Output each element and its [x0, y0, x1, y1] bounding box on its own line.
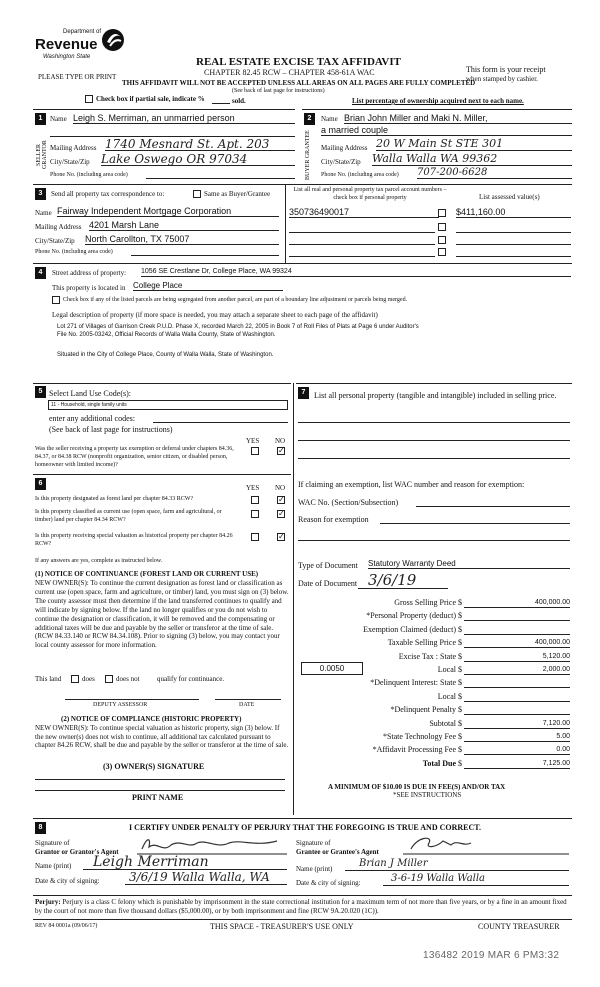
- divider: [33, 895, 572, 896]
- historic-yes-checkbox[interactable]: [251, 533, 259, 541]
- section-8-certification: [33, 818, 572, 896]
- corr-city-field[interactable]: North Carollton, TX 75007: [85, 234, 279, 245]
- personal-property-checkbox-2[interactable]: [438, 223, 446, 231]
- calc-row-value[interactable]: [464, 693, 570, 702]
- calc-row-label: *Delinquent Penalty: [390, 705, 456, 715]
- seller-name-label: Name: [50, 115, 67, 123]
- dollar-sign: $: [458, 732, 462, 741]
- see-instructions-note: *SEE INSTRUCTIONS: [393, 791, 462, 799]
- yes-header: YES: [246, 437, 260, 445]
- deputy-assessor-label: DEPUTY ASSESSOR: [93, 702, 148, 708]
- calc-row-label: Excise Tax : State: [398, 651, 456, 661]
- personal-property-checkbox-4[interactable]: [438, 248, 446, 256]
- grantor-sig-label-2: Grantor or Grantor's Agent: [35, 848, 119, 856]
- section-1-seller: [33, 109, 295, 183]
- calc-row-value[interactable]: [464, 679, 570, 688]
- local-rate-field[interactable]: 0.0050: [301, 662, 363, 675]
- section-4-property: [33, 263, 572, 373]
- calc-row-label: *State Technology Fee: [382, 732, 456, 741]
- personal-property-checkbox-1[interactable]: [438, 209, 446, 217]
- legal-description-3: Situated in the City of College Place, County of Walla Walla, State of Washington.: [57, 352, 274, 358]
- grantee-sig-label-1: Signature of: [296, 839, 331, 847]
- calc-row-label: Total Due: [422, 758, 456, 768]
- print-name-line[interactable]: [35, 790, 285, 791]
- land-use-see-back: (See back of last page for instructions): [49, 425, 173, 434]
- divider: [285, 185, 286, 263]
- located-field[interactable]: College Place: [133, 281, 283, 291]
- reason-field-2[interactable]: [298, 540, 570, 541]
- exemption-no-checkbox[interactable]: ✓: [278, 446, 285, 455]
- additional-codes-field[interactable]: [153, 422, 288, 423]
- same-as-buyer-checkbox[interactable]: [193, 190, 201, 198]
- exemption-yes-checkbox[interactable]: [251, 447, 259, 455]
- parcel-field-3[interactable]: [289, 244, 435, 245]
- seller-phone-label: Phone No. (including area code): [50, 172, 128, 178]
- assessed-field-4[interactable]: [456, 256, 571, 257]
- reason-field[interactable]: [380, 523, 570, 524]
- see-back-note: (See back of last page for instructions): [232, 88, 325, 94]
- county-treasurer: COUNTY TREASURER: [478, 922, 560, 931]
- historic-question: Is this property receiving special valuation as historical property per chapter 84.26 RCW?: [35, 533, 233, 547]
- treasurer-use-only: THIS SPACE - TREASURER'S USE ONLY: [210, 922, 354, 931]
- revenue-logo: [35, 28, 135, 68]
- land-use-label: Select Land Use Code(s):: [49, 389, 131, 398]
- this-land-label: This land: [35, 675, 62, 683]
- corr-phone-label: Phone No. (including area code): [35, 249, 113, 255]
- doc-date-field[interactable]: 3/6/19: [358, 572, 448, 589]
- corr-city-label: City/State/Zip: [35, 237, 75, 245]
- grantor-name-label: Name (print): [35, 862, 72, 870]
- forest-yes-checkbox[interactable]: [251, 496, 259, 504]
- grantee-signature[interactable]: [403, 833, 569, 855]
- section-number: 6: [35, 478, 46, 490]
- form-warning: THIS AFFIDAVIT WILL NOT BE ACCEPTED UNLESS ALL AREAS ON ALL PAGES ARE FULLY COMPLETED: [122, 79, 476, 87]
- section-3-tax-correspondence: [33, 184, 572, 262]
- calc-row-value[interactable]: 7,125.00: [464, 760, 570, 769]
- exemption-question: Was the seller receiving a property tax exemption or deferral under chapters 84.36, 84.37, or 84.38 RCW (nonprofit organization, senior citizen, or disabled person, homeowner with limited income)?: [35, 446, 234, 468]
- buyer-side-label: BUYER GRANTEE: [305, 130, 311, 180]
- calc-row-value[interactable]: 5.00: [464, 733, 570, 742]
- buyer-name-field-2[interactable]: a married couple: [321, 125, 572, 136]
- dollar-sign: $: [458, 611, 462, 621]
- corr-mailing-field[interactable]: 4201 Marsh Lane: [89, 220, 279, 231]
- form-revision: REV 84 0001a (09/06/17): [35, 923, 98, 929]
- owner-signature-label: (3) OWNER(S) SIGNATURE: [103, 762, 205, 771]
- dollar-sign: $: [458, 624, 462, 634]
- section-number: 8: [35, 822, 46, 834]
- divider: [33, 919, 572, 920]
- assessed-field-3[interactable]: [456, 244, 571, 245]
- print-name-label: PRINT NAME: [132, 793, 184, 802]
- section-7-personal-property: [296, 383, 572, 588]
- dollar-sign: $: [458, 758, 462, 768]
- section-5-land-use: [33, 384, 291, 474]
- qualify-label: qualify for continuance.: [157, 675, 225, 683]
- section-number: 7: [298, 387, 309, 399]
- buyer-phone-field[interactable]: 707-200-6628: [417, 167, 572, 179]
- additional-codes-label: enter any additional codes:: [49, 414, 135, 423]
- seller-city-field[interactable]: Lake Oswego OR 97034: [101, 152, 295, 166]
- corr-phone-field[interactable]: [131, 255, 279, 256]
- calc-row-label: Subtotal: [429, 718, 456, 728]
- type-or-print: PLEASE TYPE OR PRINT: [38, 73, 117, 81]
- buyer-name-field[interactable]: Brian John Miller and Maki N. Miller,: [344, 113, 572, 124]
- grantor-name-field[interactable]: Leigh Merriman: [83, 855, 287, 870]
- does-label: does: [82, 675, 95, 683]
- exemption-claim-label: If claiming an exemption, list WAC number and reason for exemption:: [298, 480, 525, 489]
- calc-row-label: *Delinquent Interest: State: [370, 678, 456, 688]
- calc-row-label: Local: [437, 691, 456, 701]
- send-correspondence-label: Send all property tax correspondence to:: [51, 190, 165, 198]
- legal-description-1: Lot 271 of Villages of Garrison Creek P.U.D. Phase X, recorded March 22, 2005 in Book 7 of Roll Files of Plats at Page 6 under Auditor's: [57, 324, 419, 330]
- partial-sale-label: Check box if partial sale, indicate %: [96, 95, 205, 103]
- buyer-city-label: City/State/Zip: [321, 158, 361, 166]
- seller-mailing-label: Mailing Address: [50, 144, 97, 152]
- grantor-date-label: Date & city of signing:: [35, 877, 100, 885]
- sold-label: sold.: [232, 97, 246, 105]
- calc-row-label: Taxable Selling Price: [387, 638, 456, 648]
- yes-header: YES: [246, 484, 260, 492]
- calc-row-value[interactable]: 400,000.00: [464, 599, 570, 608]
- current-use-no-checkbox[interactable]: ✓: [278, 509, 285, 518]
- calc-row-label: Exemption Claimed (deduct): [363, 624, 456, 634]
- no-header: NO: [275, 484, 286, 492]
- receipt-note-1: This form is your receipt: [466, 65, 546, 74]
- dollar-sign: $: [458, 678, 462, 688]
- certify-statement: I CERTIFY UNDER PENALTY OF PERJURY THAT THE FOREGOING IS TRUE AND CORRECT.: [129, 823, 482, 832]
- section-2-buyer: [302, 109, 572, 183]
- dollar-sign: $: [458, 598, 462, 607]
- notice-continuance-text: NEW OWNER(S): To continue the current designation as forest land or classification as current use (open space, farm and agriculture, or timber) land, you must sign on (3) below. The county assessor must then determine if the land transferred continues to qualify and will indicate by signing below. If the land no longer qualifies or you do not wish to continue the designation or classification, it will be removed and the compensating or additional taxes will be due and payable by the seller or transferor at the time of sale. (RCW 84.33.140 or RCW 84.34.108). Prior to signing (3) below, you may contact your local county assessor for more information.: [35, 579, 289, 650]
- section-number: 1: [35, 113, 46, 125]
- receipt-note-2: when stamped by cashier.: [466, 75, 538, 83]
- street-field[interactable]: 1056 SE Crestlane Dr, College Place, WA 99324: [141, 267, 571, 277]
- wac-field[interactable]: [416, 506, 570, 507]
- dollar-sign: $: [458, 638, 462, 648]
- legal-description-2: File No. 2005-03242, Official Records of Walla Walla County, State of Washington.: [57, 332, 276, 338]
- calc-row-value[interactable]: 0.00: [464, 746, 570, 755]
- assessed-field-1[interactable]: $411,160.00: [456, 207, 571, 218]
- doc-date-label: Date of Document: [298, 579, 358, 588]
- assessor-date-line[interactable]: [215, 699, 281, 700]
- grantor-sig-label-1: Signature of: [35, 839, 70, 847]
- if-yes-note: If any answers are yes, complete as instructed below.: [35, 558, 163, 564]
- revenue-swoosh-icon: [101, 28, 125, 52]
- forest-no-checkbox[interactable]: ✓: [278, 495, 285, 504]
- seller-phone-field[interactable]: [146, 170, 295, 179]
- tax-calculation: [296, 594, 572, 814]
- doc-type-field[interactable]: Statutory Warranty Deed: [368, 559, 570, 569]
- perjury-text: Perjury is a class C felony which is punishable by imprisonment in the state correctional institution for a maximum term of not more than five years, or by a fine in an amount fixed by the court of not more than five thousand dollars ($5,000.00), or by both imprisonment and fine (RCW 9A.20.020 (1C)).: [35, 898, 567, 915]
- located-label: This property is located in: [52, 284, 126, 292]
- personal-property-checkbox-3[interactable]: [438, 236, 446, 244]
- personal-property-label: List all personal property (tangible and intangible) included in selling price.: [314, 391, 557, 400]
- parcel-field-4[interactable]: [289, 256, 435, 257]
- assessed-field-2[interactable]: [456, 232, 571, 233]
- logo-line-2: Revenue: [35, 36, 98, 53]
- seller-side-label: SELLER GRANTOR: [36, 140, 48, 170]
- reason-label: Reason for exemption: [298, 515, 369, 524]
- buyer-phone-label: Phone No. (including area code): [321, 172, 399, 178]
- same-as-buyer-label: Same as Buyer/Grantee: [204, 190, 271, 198]
- street-label: Street address of property:: [52, 269, 127, 277]
- parcel-field-1[interactable]: 350736490017: [289, 207, 439, 218]
- ownership-note: List percentage of ownership acquired next to each name.: [352, 97, 524, 105]
- does-checkbox[interactable]: [71, 675, 79, 683]
- section-number: 5: [35, 386, 46, 398]
- buyer-mailing-label: Mailing Address: [321, 144, 368, 152]
- deputy-assessor-line[interactable]: [65, 699, 199, 700]
- grantor-signature[interactable]: [137, 835, 287, 855]
- calc-row-label: Gross Selling Price: [394, 598, 456, 607]
- buyer-city-field[interactable]: Walla Walla WA 99362: [372, 152, 572, 166]
- calc-row-value[interactable]: 2,000.00: [464, 666, 570, 675]
- column-divider: [293, 383, 294, 815]
- grantee-date-field[interactable]: 3-6-19 Walla Walla: [383, 872, 569, 886]
- minimum-fee-note: A MINIMUM OF $10.00 IS DUE IN FEE(S) AND/OR TAX: [328, 783, 506, 791]
- section-number: 4: [35, 267, 46, 279]
- corr-mailing-label: Mailing Address: [35, 223, 82, 231]
- form-title: REAL ESTATE EXCISE TAX AFFIDAVIT: [196, 56, 401, 68]
- grantee-name-field[interactable]: Brian J Miller: [345, 857, 569, 871]
- segregated-checkbox[interactable]: [52, 296, 60, 304]
- parcel-field-2[interactable]: [289, 232, 435, 233]
- personal-property-line-2[interactable]: [298, 440, 570, 441]
- calc-row-value[interactable]: [464, 612, 570, 621]
- partial-sale-checkbox[interactable]: [85, 95, 93, 103]
- personal-property-line-3[interactable]: [298, 458, 570, 459]
- calc-row-value[interactable]: 7,120.00: [464, 720, 570, 729]
- dollar-sign: $: [458, 745, 462, 755]
- section-number: 3: [35, 188, 46, 200]
- notice-compliance-text: NEW OWNER(S): To continue special valuation as historic property, sign (3) below. If the new owner(s) does not wish to continue, all additional tax calculated pursuant to chapter 84.26 RCW, shall be due and payable by the seller or transferor at the time of sale.: [35, 724, 289, 749]
- calc-row-value[interactable]: 5,120.00: [464, 653, 570, 662]
- calc-row-label: Local: [437, 665, 456, 674]
- dollar-sign: $: [458, 651, 462, 661]
- dollar-sign: $: [458, 691, 462, 701]
- notice-continuance-title: (1) NOTICE OF CONTINUANCE (FOREST LAND OR CURRENT USE): [35, 570, 259, 578]
- corr-name-field[interactable]: Fairway Independent Mortgage Corporation: [57, 206, 279, 217]
- doc-type-label: Type of Document: [298, 561, 358, 570]
- current-use-question: Is this property classified as current use (open space, farm and agricultural, or timber) land per chapter 84.34 RCW?: [35, 509, 222, 523]
- calc-row-value[interactable]: [464, 706, 570, 715]
- calc-row-label: *Personal Property (deduct): [366, 611, 456, 621]
- seller-name-field[interactable]: Leigh S. Merriman, an unmarried person: [73, 113, 295, 124]
- parcel-header: List all real and personal property tax parcel account numbers – check box if personal property: [293, 187, 447, 201]
- section-number: 2: [304, 113, 315, 125]
- dollar-sign: $: [458, 705, 462, 715]
- assessed-header: List assessed value(s): [479, 193, 540, 201]
- forest-land-question: Is this property designated as forest land per chapter 84.33 RCW?: [35, 496, 194, 502]
- personal-property-line-1[interactable]: [298, 422, 570, 423]
- land-use-select[interactable]: 11 - Household, single family units: [48, 400, 288, 410]
- notice-compliance-title: (2) NOTICE OF COMPLIANCE (HISTORIC PROPERTY): [61, 715, 242, 723]
- grantee-date-label: Date & city of signing:: [296, 879, 361, 887]
- owner-signature-line[interactable]: [35, 779, 285, 780]
- logo-line-3: Washington State: [43, 54, 91, 60]
- grantor-date-field[interactable]: 3/6/19 Walla Walla, WA: [125, 870, 287, 885]
- seller-mailing-field[interactable]: 1740 Mesnard St. Apt. 203: [105, 137, 295, 151]
- does-not-checkbox[interactable]: [105, 675, 113, 683]
- calc-row-label: *Affidavit Processing Fee: [372, 745, 456, 755]
- wac-label: WAC No. (Section/Subsection): [298, 498, 399, 507]
- legal-label: Legal description of property (if more space is needed, you may attach a separate sheet to each page of the affidavit): [52, 311, 378, 319]
- seller-city-label: City/State/Zip: [50, 158, 90, 166]
- section-6-designations: [33, 475, 291, 795]
- logo-line-1: Department of: [63, 29, 102, 35]
- calc-row-value[interactable]: [464, 626, 570, 635]
- assessor-date-label: DATE: [239, 702, 255, 708]
- dollar-sign: $: [458, 665, 462, 674]
- grantee-name-label: Name (print): [296, 865, 333, 873]
- calc-row-value[interactable]: 400,000.00: [464, 639, 570, 648]
- corr-name-label: Name: [35, 209, 52, 217]
- form-chapter: CHAPTER 82.45 RCW – CHAPTER 458-61A WAC: [204, 68, 375, 77]
- buyer-mailing-field[interactable]: 20 W Main St STE 301: [376, 137, 572, 151]
- segregated-label: Check box if any of the listed parcels are being segregated from another parcel, are part of a boundary line adjustment or parcels being merged.: [63, 297, 408, 303]
- historic-no-checkbox[interactable]: ✓: [278, 532, 285, 541]
- current-use-yes-checkbox[interactable]: [251, 510, 259, 518]
- perjury-label: Perjury:: [35, 898, 61, 906]
- partial-sale-percent-line[interactable]: [212, 103, 230, 104]
- does-not-label: does not: [116, 675, 140, 683]
- buyer-name-label: Name: [321, 115, 338, 123]
- dollar-sign: $: [458, 718, 462, 728]
- recording-stamp: 136482 2019 MAR 6 PM3:32: [423, 950, 560, 961]
- grantee-sig-label-2: Grantee or Grantee's Agent: [296, 848, 379, 856]
- no-header: NO: [275, 437, 286, 445]
- perjury-notice: [35, 898, 571, 916]
